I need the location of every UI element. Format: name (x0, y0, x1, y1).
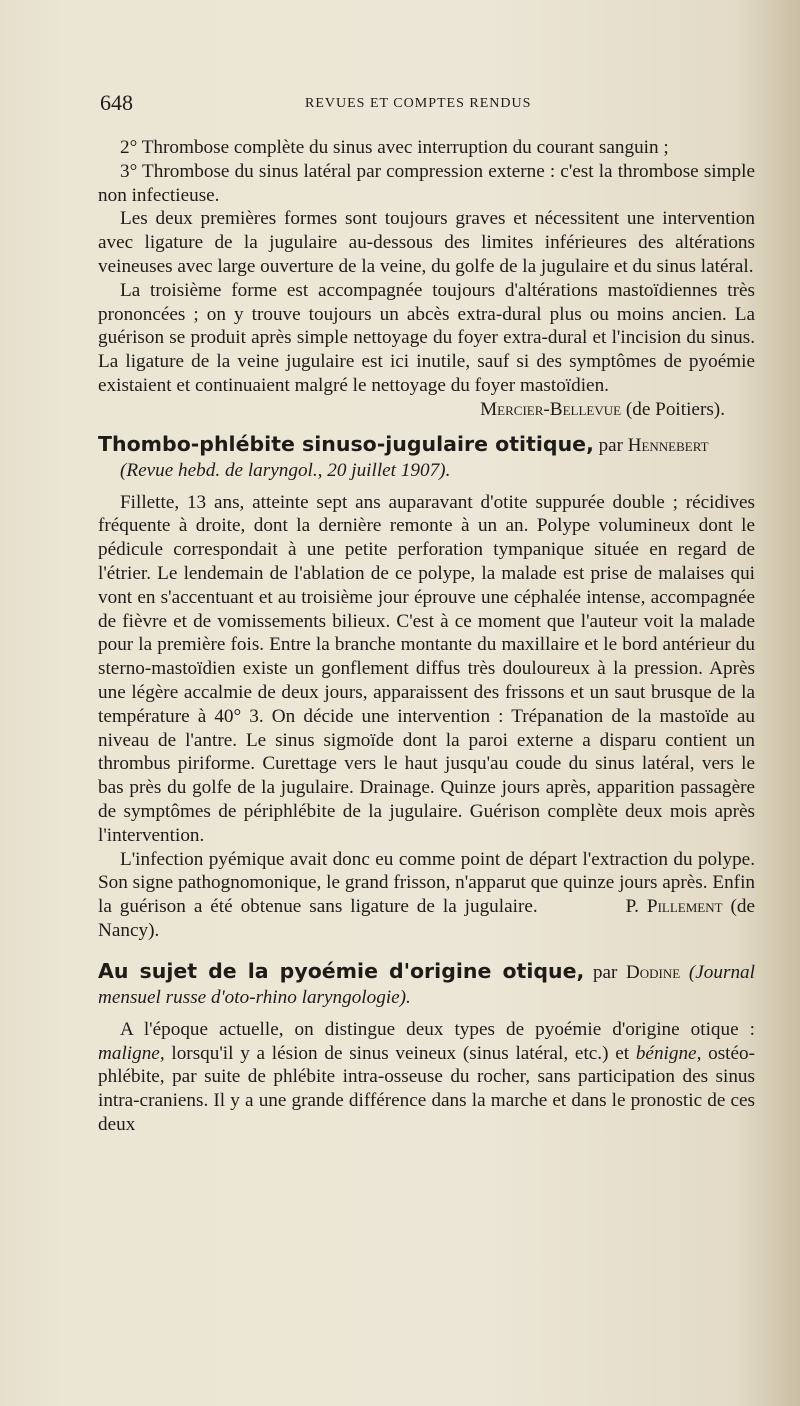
running-head: REVUES ET COMPTES RENDUS (305, 96, 532, 111)
paragraph (98, 848, 755, 943)
paragraph: La troisième forme est accompagnée toujours d'altérations mastoïdiennes très prononcées ; on y trouve toujours un abcès extra-dural plus ou moins ancien. La guérison se produit après simple nettoyage du foyer extra-dural et l'incision du sinus. La ligature de la veine jugulaire est ici inutile, sauf si des symptômes de pyoémie existaient et continuaient malgré le nettoyage du foyer mastoïdien. (98, 279, 755, 396)
article-author: Hennebert (627, 434, 709, 456)
signature-place: (de Nancy). (98, 896, 755, 941)
article-citation: (Revue hebd. de laryngol., 20 juillet 1907). (120, 459, 451, 481)
signature-name: Mercier-Bellevue (480, 398, 622, 420)
article-author: Dodine (626, 961, 681, 983)
paragraph-text: L'infection pyémique avait donc eu comme point de départ l'extraction du polype. Son signe pathognomonique, le grand frisson, n'apparut que quinze jours après. Enfin la guérison a été obtenue sans ligature de la jugulaire. (98, 848, 755, 918)
paragraph-text: ostéo-phlébite, par suite de phlébite intra-osseuse du rocher, sans participation des sinus intra-craniens. Il y a une grande différence dans la marche et dans le pronostic de ces deux (98, 1042, 756, 1135)
paragraph-text: A l'époque actuelle, on distingue deux types de pyoémie d'origine otique : (120, 1018, 755, 1040)
article-title: Au sujet de la pyoémie d'origine otique, (98, 958, 585, 983)
term-benigne: bénigne, (635, 1042, 702, 1064)
list-item-2: 2° Thrombose complète du sinus avec interruption du courant sanguin ; (120, 137, 669, 158)
signature-place: (de Poitiers). (625, 398, 725, 420)
article-by: par (593, 961, 618, 983)
paragraph: Fillette, 13 ans, atteinte sept ans auparavant d'otite suppurée double ; récidives fréquente à droite, dont la dernière remonte à un an. Polype volumineux dont le pédicule correspondait à une petite perforation tympanique située en regard de l'étrier. Le lendemain de l'ablation de ce polype, la malade est prise de malaises qui vont en s'accentuant et au troisième jour éprouve une céphalée intense, accompagnée de fièvre et de vomissements bilieux. C'est à ce moment que l'auteur voit la malade pour la première fois. Entre la branche montante du maxillaire et le bord antérieur du sterno-mastoïdien existe un gonflement diffus très douloureux à la pression. Après une légère accalmie de deux jours, apparaissent des frissons et un saut brusque de la température à 40° 3. On décide une intervention : Trépanation de la mastoïde au niveau de l'antre. Le sinus sigmoïde dont la paroi externe a disparu contient un thrombus piriforme. Curettage vers le haut jusqu'au coude du sinus latéral, vers le bas près du golfe de la jugulaire. Drainage. Quinze jours après, apparition passagère de symptômes de périphlébite de la jugulaire. Guérison complète deux mois après l'intervention. (98, 491, 755, 846)
article-citation: (Journal mensuel russe d'oto-rhino laryngologie). (98, 961, 755, 1008)
article-title: Thombo-phlébite sinuso-jugulaire otitique, (98, 431, 594, 456)
list-item-3: 3° Thrombose du sinus latéral par compression externe : c'est la thrombose simple non infectieuse. (98, 160, 755, 206)
signature-name: P. Pillement (625, 896, 723, 918)
paragraph: Les deux premières formes sont toujours graves et nécessitent une intervention avec ligature de la jugulaire au-dessous des limites inférieures des altérations veineuses avec large ouverture de la veine, du golfe de la jugulaire et du sinus latéral. (98, 208, 755, 277)
paragraph (98, 1018, 755, 1137)
paragraph-text: lorsqu'il y a lésion de sinus veineux (sinus latéral, etc.) et (171, 1042, 630, 1064)
page-header (100, 90, 752, 120)
body-text (98, 136, 755, 1137)
article-heading (98, 959, 755, 1010)
article-heading (98, 432, 755, 483)
signature (98, 398, 755, 422)
term-maligne: maligne, (98, 1042, 165, 1064)
article-by: par (598, 434, 623, 456)
page-number: 648 (100, 90, 133, 115)
